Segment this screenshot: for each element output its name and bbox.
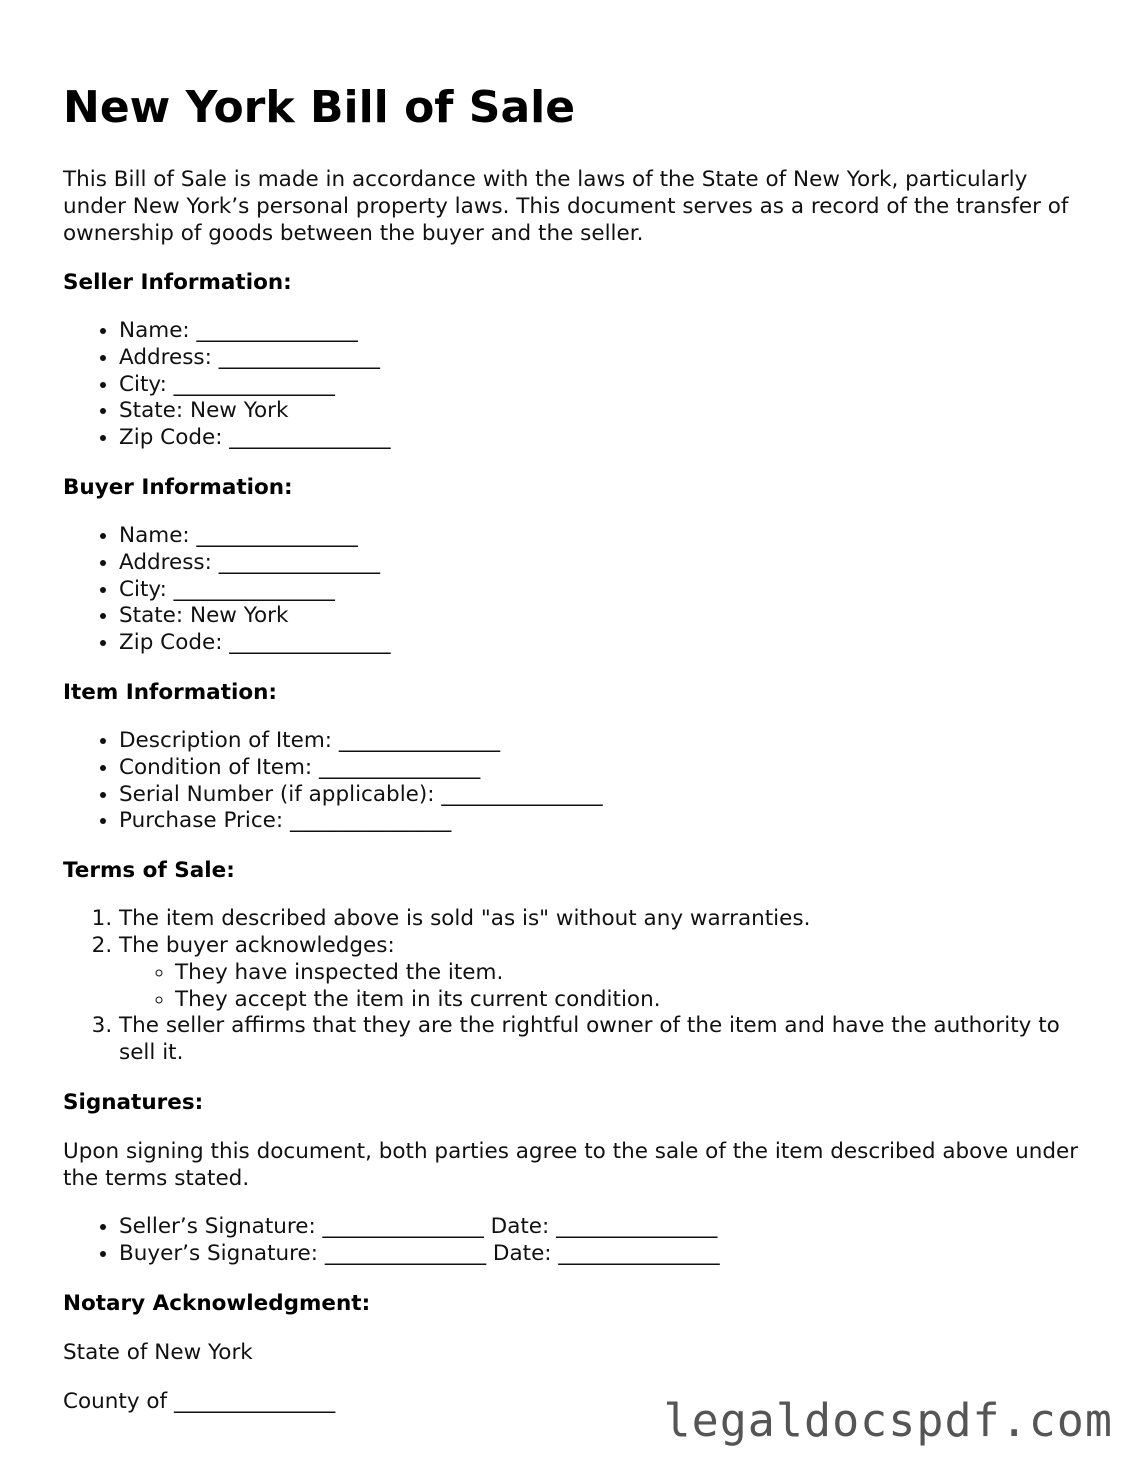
buyer-name-field: • Name: _______________ xyxy=(119,523,1093,550)
acknowledgment-item: ◦ They have inspected the item. xyxy=(175,960,1093,987)
buyer-zip-field: • Zip Code: _______________ xyxy=(119,630,1093,657)
item-section-heading: Item Information: xyxy=(63,679,278,705)
acknowledgment-item: ◦ They accept the item in its current condition. xyxy=(175,987,1093,1014)
notary-county: County of _______________ xyxy=(63,1388,336,1414)
seller-zip-field: • Zip Code: _______________ xyxy=(119,425,1093,452)
buyer-section-heading: Buyer Information: xyxy=(63,474,293,500)
buyer-city-field: • City: _______________ xyxy=(119,577,1093,604)
terms-item-text: The buyer acknowledges: xyxy=(119,932,395,958)
document-page xyxy=(63,80,1093,1437)
seller-city-field: • City: _______________ xyxy=(119,372,1093,399)
seller-state-field: • State: New York xyxy=(119,398,1093,425)
signatures-paragraph: Upon signing this document, both parties agree to the sale of the item described above under the terms stated. xyxy=(63,1138,1079,1191)
signatures-section-heading: Signatures: xyxy=(63,1089,204,1115)
seller-info-list xyxy=(63,318,1093,452)
item-serial-field: • Serial Number (if applicable): _______________ xyxy=(119,782,1093,809)
buyer-state-field: • State: New York xyxy=(119,603,1093,630)
seller-section-heading: Seller Information: xyxy=(63,270,292,295)
seller-signature-line: • Seller’s Signature: _______________ Date: _______________ xyxy=(119,1214,1093,1241)
acknowledgment-sublist xyxy=(119,960,1093,1014)
seller-address-field: • Address: _______________ xyxy=(119,345,1093,372)
terms-section-heading: Terms of Sale: xyxy=(63,858,235,884)
item-info-list xyxy=(63,728,1093,835)
buyer-signature-line: • Buyer’s Signature: _______________ Date: _______________ xyxy=(119,1241,1093,1268)
item-description-field: • Description of Item: _______________ xyxy=(119,728,1093,755)
item-condition-field: • Condition of Item: _______________ xyxy=(119,755,1093,782)
terms-item: 1. The item described above is sold "as is" without any warranties. xyxy=(119,906,1093,933)
notary-state: State of New York xyxy=(63,1339,253,1365)
document-title: New York Bill of Sale xyxy=(63,82,576,133)
terms-item xyxy=(119,933,1093,1013)
buyer-address-field: • Address: _______________ xyxy=(119,550,1093,577)
seller-name-field: • Name: _______________ xyxy=(119,318,1093,345)
notary-section-heading: Notary Acknowledgment: xyxy=(63,1290,371,1316)
watermark: legaldocspdf.com xyxy=(663,1394,1113,1447)
terms-list xyxy=(63,906,1093,1067)
buyer-info-list xyxy=(63,523,1093,657)
item-price-field: • Purchase Price: _______________ xyxy=(119,808,1093,835)
intro-paragraph: This Bill of Sale is made in accordance with the laws of the State of New York, particularly under New York’s personal property laws. This document serves as a record of the transfer of ownership of goods between the buyer and the seller. xyxy=(63,167,1069,246)
signatures-list xyxy=(63,1214,1093,1268)
terms-item: 3. The seller affirms that they are the rightful owner of the item and have the authority to sell it. xyxy=(119,1013,1093,1067)
